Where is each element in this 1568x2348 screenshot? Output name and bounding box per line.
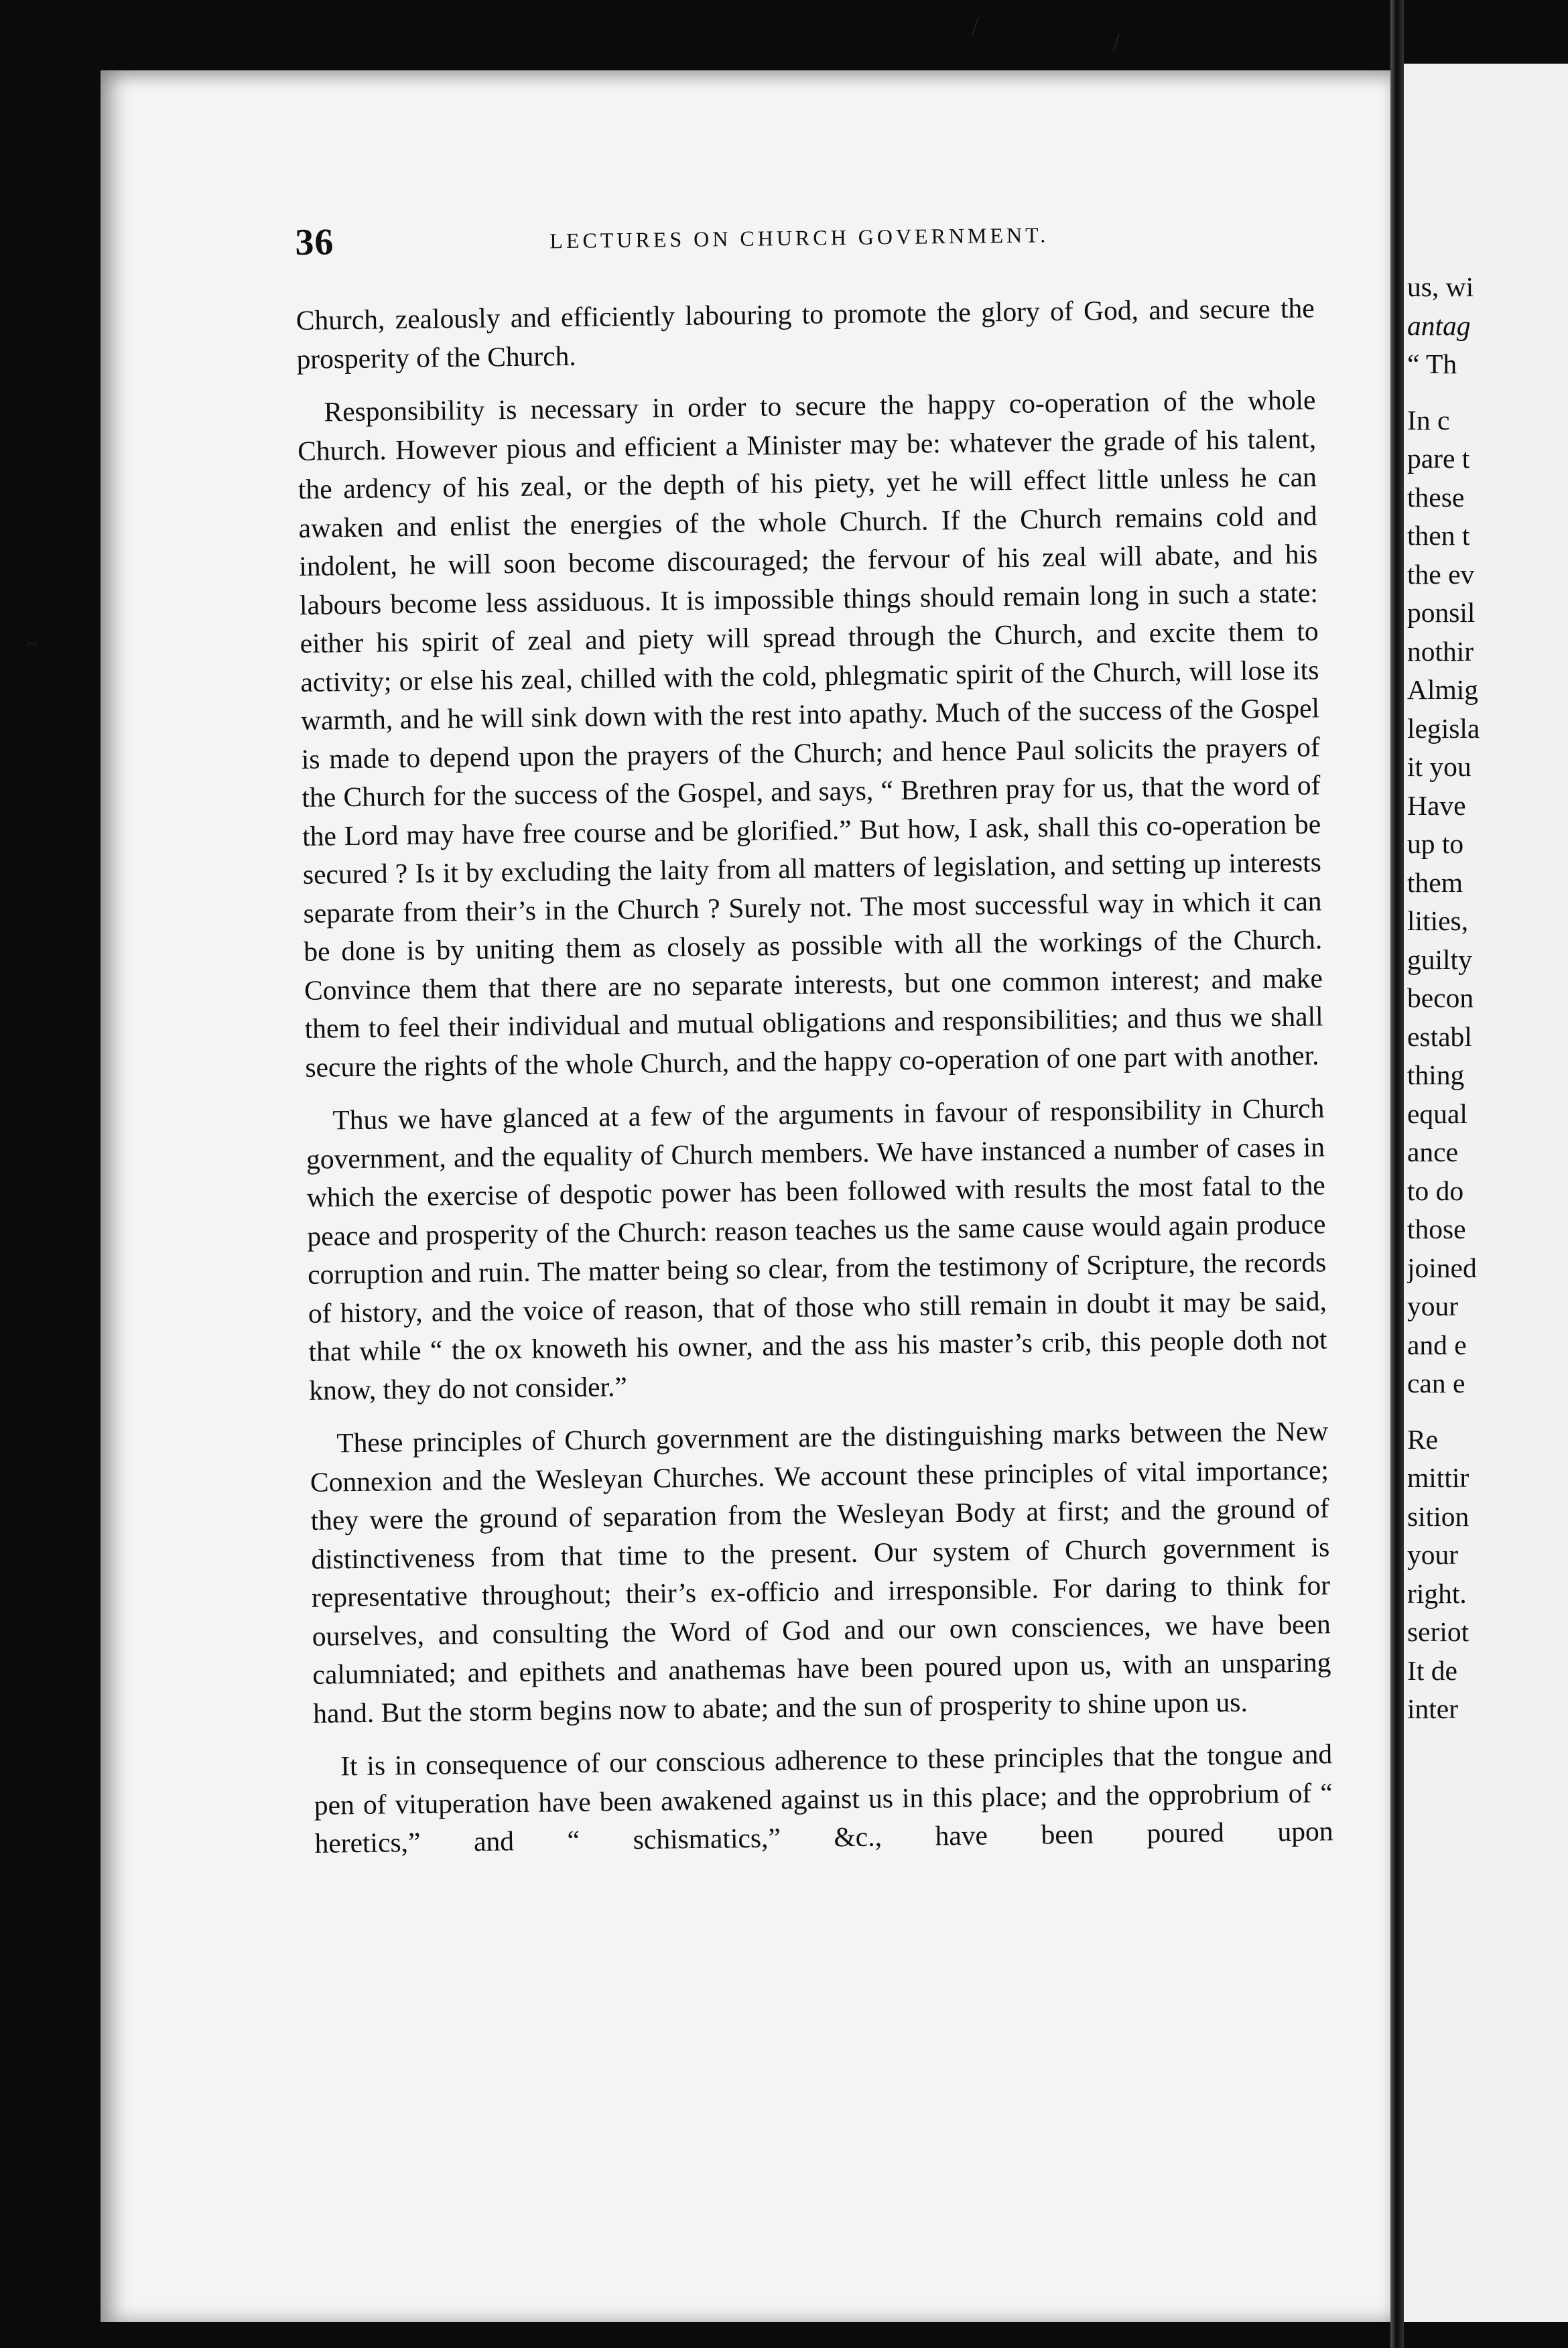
- text-fragment: sition: [1407, 1500, 1469, 1532]
- text-fragment: “ Th: [1407, 348, 1457, 379]
- text-fragment: us, wi: [1407, 271, 1474, 302]
- left-page-text: [295, 208, 1333, 1878]
- text-fragment: ance: [1407, 1136, 1459, 1167]
- margin-mark: /: [1112, 27, 1120, 58]
- text-fragment: In c: [1407, 404, 1450, 436]
- text-fragment: these: [1407, 481, 1465, 513]
- paragraph: Church, zealously and efficiently labouring to promote the glory of God, and secure the prosperity of the Church.: [296, 292, 1315, 375]
- text-fragment: the ev: [1407, 558, 1475, 590]
- text-fragment: ponsil: [1407, 597, 1476, 628]
- text-fragment: pare t: [1407, 443, 1470, 474]
- paragraph: Thus we have glanced at a few of the arguments in favour of responsibility in Church government, and the equality of Church members. We have instanced a number of cases in which the exercise of despotic power has been followed with results the most fatal to the peace and prosperity of the Church: reason teaches us the same cause would again produce corruption and ruin. The matter being so clear, from the testimony of Scripture, the records of history, and the voice of reason, that of those who still remain in doubt it may be said, that while “ the ox knoweth his owner, and the ass his master’s crib, this people doth not know, they do not consider.”: [306, 1092, 1327, 1406]
- text-fragment: Have: [1407, 789, 1466, 821]
- text-fragment: joined: [1407, 1252, 1477, 1283]
- text-fragment: legisla: [1407, 712, 1480, 744]
- text-fragment: inter: [1407, 1693, 1459, 1724]
- text-fragment: thing: [1407, 1059, 1465, 1090]
- text-fragment: and e: [1407, 1329, 1467, 1360]
- text-fragment: Almig: [1407, 674, 1479, 705]
- margin-mark: /: [972, 11, 980, 41]
- text-fragment: establ: [1407, 1021, 1472, 1052]
- running-title: LECTURES ON CHURCH GOVERNMENT.: [549, 222, 1049, 253]
- text-fragment: equal: [1407, 1098, 1467, 1129]
- text-fragment: them: [1407, 866, 1463, 898]
- text-fragment: to do: [1407, 1175, 1464, 1206]
- text-fragment: it you: [1407, 751, 1472, 782]
- text-fragment: then t: [1407, 520, 1470, 551]
- paragraph: Responsibility is necessary in order to secure the happy co-operation of the whole Church. However pious and efficient a Minister may be: whatever the grade of his talent, the ardency of his zeal, or the depth of his piety, yet he will effect little unless he can awaken and enlist the energies of the whole Church. If the Church remains cold and indolent, he will soon become discouraged; the fervour of his zeal will abate, and his labours become less assiduous. It is impossible things should remain long in such a state: either his spirit of zeal and piety will spread through the Church, and excite them to activity; or else his zeal, chilled with the cold, phlegmatic spirit of the Church, will lose its warmth, and he will sink down with the rest into apathy. Much of the success of the Gospel is made to depend upon the prayers of the Church; and hence Paul solicits the prayers of the Church for the success of the Gospel, and says, “ Brethren pray for us, that the word of the Lord may have free course and be glorified.” But how, I ask, shall this co-operation be secured ? Is it by excluding the laity from all matters of legislation, and setting up interests separate from their’s in the Church ? Surely not. The most successful way in which it can be done is by uniting them as closely as possible with all the workings of the Church. Convince them that there are no separate interests, but one common interest; and make them to feel their individual and mutual obligations and responsibilities; and thus we shall secure the rights of the whole Church, and the happy co-operation of one part with another.: [297, 384, 1323, 1083]
- text-fragment: antag: [1407, 310, 1471, 341]
- text-fragment: lities,: [1407, 905, 1469, 936]
- text-fragment: seriot: [1407, 1616, 1469, 1647]
- text-fragment: those: [1407, 1214, 1466, 1244]
- text-fragment: nothir: [1407, 635, 1474, 667]
- text-fragment: your: [1407, 1291, 1459, 1321]
- text-fragment: It de: [1407, 1654, 1457, 1686]
- text-fragment: can e: [1407, 1368, 1465, 1398]
- text-fragment: guilty: [1407, 943, 1472, 975]
- running-head: [295, 208, 1314, 302]
- margin-mark: ~: [27, 633, 38, 655]
- paragraph: These principles of Church government are the distinguishing marks between the New Connexion and the Wesleyan Churches. We account these principles of vital importance; they were the ground of separation from the Wesleyan Body at first; and the ground of distinctiveness from that time to the present. Our system of Church government is representative throughout; their’s ex-officio and irresponsible. For daring to think for ourselves, and consulting the Word of God and our own consciences, we have been calumniated; and epithets and anathemas have been poured upon us, with an unsparing hand. But the storm begins now to abate; and the sun of prosperity to shine upon us.: [310, 1415, 1331, 1729]
- text-fragment: right.: [1407, 1577, 1467, 1609]
- text-fragment: mittir: [1407, 1462, 1469, 1493]
- text-fragment: up to: [1407, 828, 1464, 859]
- right-page-text: [1407, 268, 1568, 1729]
- paragraph: It is in consequence of our conscious adherence to these principles that the tongue and pen of vituperation have been awakened against us in this place; and the opprobrium of “ heretics,” and “ schismatics,” &c., have been poured upon: [314, 1738, 1333, 1859]
- book-gutter: [1390, 0, 1404, 2348]
- text-fragment: becon: [1407, 982, 1474, 1013]
- text-fragment: your: [1407, 1539, 1459, 1570]
- text-fragment: Re: [1407, 1423, 1439, 1455]
- page-number: 36: [295, 221, 334, 263]
